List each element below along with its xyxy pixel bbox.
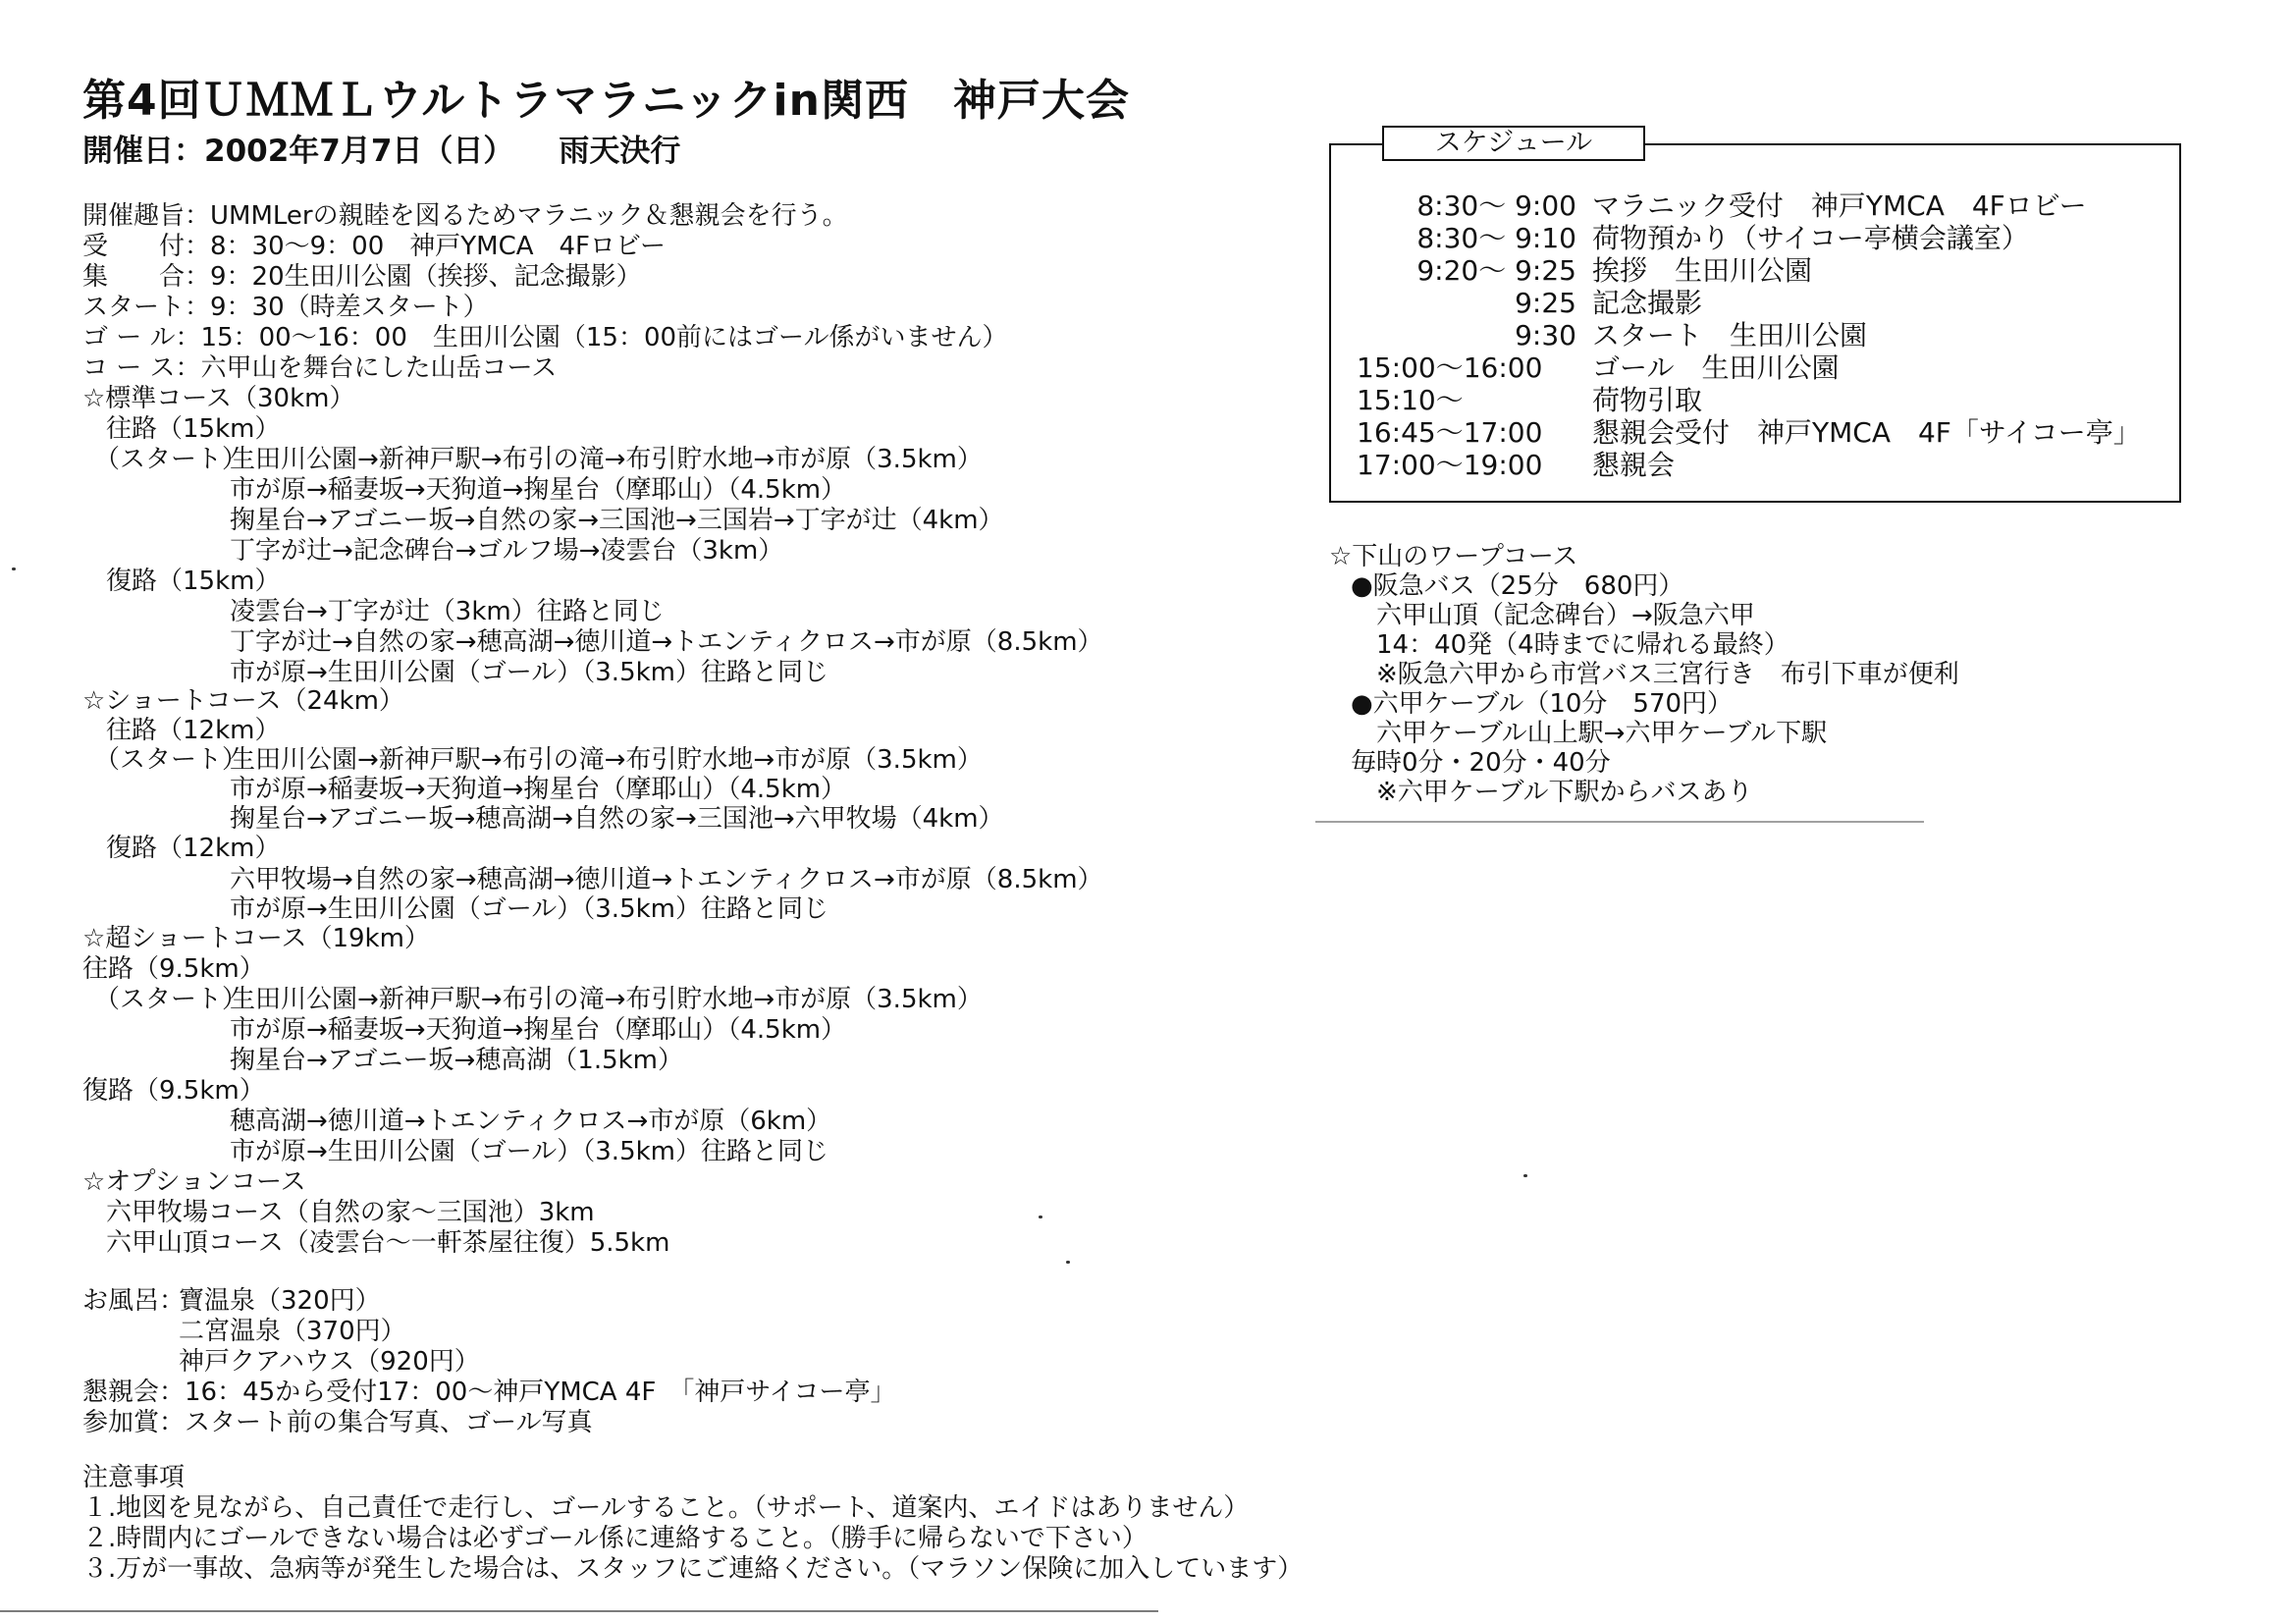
short-out-leg: 掬星台→アゴニー坂→穂高湖→自然の家→三国池→六甲牧場（4km） <box>230 804 1004 834</box>
bath-label: お風呂： <box>82 1286 186 1316</box>
schedule-event: 挨拶 生田川公園 <box>1592 254 1813 287</box>
warp-line: 14：40発（4時までに帰れる最終） <box>1376 630 1789 660</box>
notes-heading: 注意事項 <box>82 1463 186 1492</box>
scan-speck <box>1523 1174 1527 1177</box>
schedule-time: 9:30 <box>1515 319 1576 351</box>
party-line: 懇親会：16：45から受付17：00〜神戸YMCA 4F 「神戸サイコー亭」 <box>82 1378 896 1407</box>
super-short-out-label: 往路（9.5km） <box>82 954 265 984</box>
note-item: ３.万が一事故、急病等が発生した場合は、スタッフにご連絡ください。（マラソン保険に加入しています） <box>82 1554 1304 1584</box>
standard-course-heading: ☆標準コース（30km） <box>82 384 355 413</box>
standard-out-label: 往路（15km） <box>106 414 281 444</box>
schedule-event: 荷物預かり（サイコー亭横会議室） <box>1592 222 2029 254</box>
short-start-label: （スタート） <box>94 745 248 775</box>
short-course-heading: ☆ショートコース（24km） <box>82 686 404 716</box>
scan-speck <box>1039 1216 1042 1218</box>
warp-line: ※六甲ケーブル下駅からバスあり <box>1376 778 1753 807</box>
schedule-event: ゴール 生田川公園 <box>1592 351 1840 384</box>
schedule-box <box>1329 128 2181 503</box>
warp-line: ●阪急バス（25分 680円） <box>1351 571 1684 601</box>
scan-speck <box>12 568 16 570</box>
note-item: ２.時間内にゴールできない場合は必ずゴール係に連絡すること。（勝手に帰らないで下さい） <box>82 1524 1148 1553</box>
super-short-out-leg: 掬星台→アゴニー坂→穂高湖（1.5km） <box>230 1046 684 1075</box>
schedule-time: 9:20〜 9:25 <box>1416 254 1576 287</box>
super-short-start-label: （スタート） <box>94 985 248 1014</box>
schedule-event: スタート 生田川公園 <box>1592 319 1868 351</box>
schedule-event: 荷物引取 <box>1592 384 1703 416</box>
short-out-leg: 市が原→稲妻坂→天狗道→掬星台（摩耶山）（4.5km） <box>230 775 847 804</box>
schedule-time: 15:10〜 <box>1357 384 1464 416</box>
scan-divider <box>1315 821 1924 823</box>
option-course-heading: ☆オプションコース <box>82 1167 306 1197</box>
warp-line: 毎時0分・20分・40分 <box>1351 748 1611 778</box>
page-title: 第4回ＵＭＭＬウルトラマラニックin関西 神戸大会 <box>82 76 1130 126</box>
super-short-back-label: 復路（9.5km） <box>82 1076 265 1106</box>
super-short-course-heading: ☆超ショートコース（19km） <box>82 924 430 953</box>
option-course-item: 六甲牧場コース（自然の家〜三国池）3km <box>106 1198 595 1227</box>
schedule-event: 懇親会受付 神戸YMCA 4F「サイコー亭」 <box>1592 416 2141 449</box>
standard-back-leg: 丁字が辻→自然の家→穂高湖→徳川道→トエンティクロス→市が原（8.5km） <box>230 627 1103 657</box>
note-item: １.地図を見ながら、自己責任で走行し、ゴールすること。（サポート、道案内、エイドはありません） <box>82 1493 1250 1523</box>
super-short-back-leg: 穂高湖→徳川道→トエンティクロス→市が原（6km） <box>230 1107 832 1136</box>
schedule-time: 8:30〜 9:10 <box>1416 222 1576 254</box>
warp-line: ●六甲ケーブル（10分 570円） <box>1351 689 1734 719</box>
short-back-label: 復路（12km） <box>106 834 281 863</box>
assembly-line: 集 合：9：20生田川公園（挨拶、記念撮影） <box>82 262 642 292</box>
standard-out-leg: 丁字が辻→記念碑台→ゴルフ場→凌雲台（3km） <box>230 536 784 566</box>
prize-line: 参加賞：スタート前の集合写真、ゴール写真 <box>82 1408 593 1437</box>
super-short-out-leg: 生田川公園→新神戸駅→布引の滝→布引貯水地→市が原（3.5km） <box>230 985 983 1014</box>
weather-note: 雨天決行 <box>559 134 681 169</box>
warp-course-heading: ☆下山のワープコース <box>1329 542 1578 571</box>
standard-out-leg: 生田川公園→新神戸駅→布引の滝→布引貯水地→市が原（3.5km） <box>230 445 983 474</box>
standard-start-label: （スタート） <box>94 445 248 474</box>
standard-out-leg: 掬星台→アゴニー坂→自然の家→三国池→三国岩→丁字が辻（4km） <box>230 506 1004 535</box>
short-out-leg: 生田川公園→新神戸駅→布引の滝→布引貯水地→市が原（3.5km） <box>230 745 983 775</box>
standard-back-leg: 凌雲台→丁字が辻（3km）往路と同じ <box>230 597 665 626</box>
warp-line: ※阪急六甲から市営バス三宮行き 布引下車が便利 <box>1376 660 1959 689</box>
schedule-time: 8:30〜 9:00 <box>1416 189 1576 222</box>
start-line: スタート：9：30（時差スタート） <box>82 293 489 322</box>
scan-bottom-edge <box>0 1610 1158 1612</box>
bath-item: 二宮温泉（370円） <box>179 1317 406 1346</box>
reception-line: 受 付：8：30〜9：00 神戸YMCA 4Fロビー <box>82 232 666 261</box>
standard-back-leg: 市が原→生田川公園（ゴール）（3.5km）往路と同じ <box>230 658 828 687</box>
schedule-time: 16:45〜17:00 <box>1357 416 1543 449</box>
purpose-line: 開催趣旨：UMMLerの親睦を図るためマラニック＆懇親会を行う。 <box>82 201 848 231</box>
super-short-out-leg: 市が原→稲妻坂→天狗道→掬星台（摩耶山）（4.5km） <box>230 1015 847 1045</box>
warp-line: 六甲ケーブル山上駅→六甲ケーブル下駅 <box>1376 719 1828 748</box>
option-course-item: 六甲山頂コース（凌雲台〜一軒茶屋往復）5.5km <box>106 1228 670 1258</box>
super-short-back-leg: 市が原→生田川公園（ゴール）（3.5km）往路と同じ <box>230 1137 828 1166</box>
schedule-event: 記念撮影 <box>1592 287 1703 319</box>
bath-item: 神戸クアハウス（920円） <box>179 1347 480 1377</box>
course-line: コ ー ス：六甲山を舞台にした山岳コース <box>82 353 558 383</box>
schedule-event: マラニック受付 神戸YMCA 4Fロビー <box>1592 189 2087 222</box>
schedule-time: 15:00〜16:00 <box>1357 351 1543 384</box>
short-out-label: 往路（12km） <box>106 716 281 745</box>
standard-out-leg: 市が原→稲妻坂→天狗道→掬星台（摩耶山）（4.5km） <box>230 475 847 505</box>
event-date-text: 開催日：2002年7月7日（日） <box>82 134 514 169</box>
event-date <box>82 126 680 170</box>
schedule-event: 懇親会 <box>1592 449 1676 481</box>
short-back-leg: 六甲牧場→自然の家→穂高湖→徳川道→トエンティクロス→市が原（8.5km） <box>230 865 1103 894</box>
short-back-leg: 市が原→生田川公園（ゴール）（3.5km）往路と同じ <box>230 894 828 924</box>
standard-back-label: 復路（15km） <box>106 567 281 596</box>
warp-line: 六甲山頂（記念碑台）→阪急六甲 <box>1376 601 1755 630</box>
goal-line: ゴ ー ル：15：00〜16：00 生田川公園（15：00前にはゴール係がいません） <box>82 323 1008 352</box>
schedule-time: 9:25 <box>1515 287 1576 319</box>
schedule-title: スケジュール <box>1382 126 1645 161</box>
scan-speck <box>1066 1261 1070 1264</box>
bath-item: 寶温泉（320円） <box>179 1286 381 1316</box>
schedule-time: 17:00〜19:00 <box>1357 449 1543 481</box>
